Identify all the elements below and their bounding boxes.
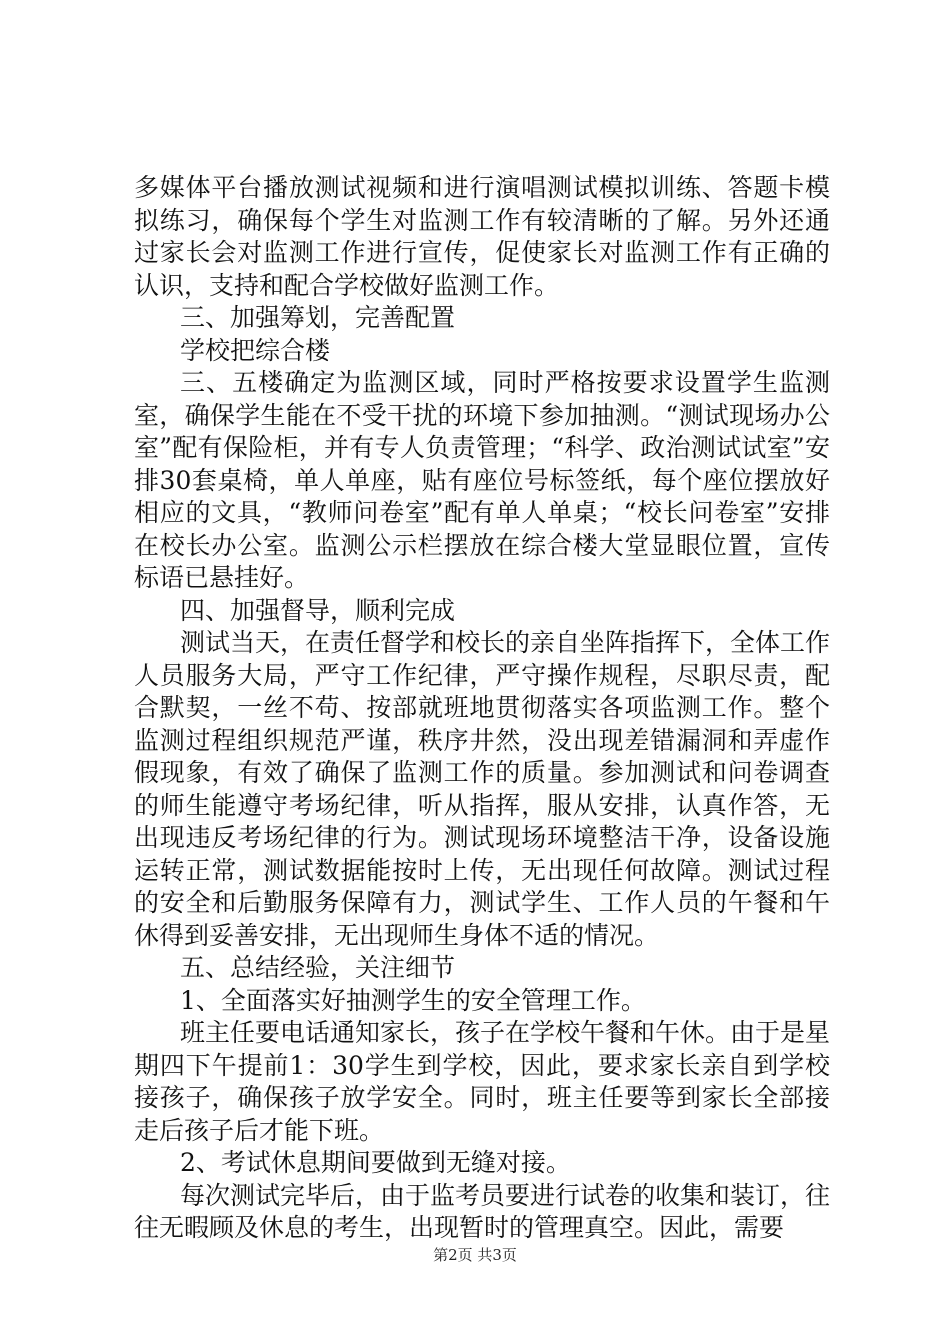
subheading-2: 2、考试休息期间要做到无缝对接。 — [180, 1148, 571, 1177]
section-heading-3: 三、加强筹划，完善配置 — [180, 303, 456, 332]
section-heading-5: 五、总结经验，关注细节 — [180, 953, 456, 982]
paragraph-continuation: 多媒体平台播放测试视频和进行演唱测试模拟训练、答题卡模拟练习，确保每个学生对监测工作有较清晰的了解。另外还通过家长会对监测工作进行宣传，促使家长对监测工作有正确的认识，支持和配合学校做好监测工作。 — [134, 173, 830, 300]
paragraph: 班主任要电话通知家长，孩子在学校午餐和午休。由于是星期四下午提前1：30学生到学校，因此，要求家长亲自到学校接孩子，确保孩子放学安全。同时，班主任要等到家长全部接走后孩子后才能下班。 — [134, 1018, 831, 1145]
paragraph: 学校把综合楼 — [180, 335, 331, 365]
paragraph: 每次测试完毕后，由于监考员要进行试卷的收集和装订，往往无暇顾及休息的考生，出现暂时的管理真空。因此，需要 — [134, 1180, 831, 1242]
document-body — [134, 172, 830, 1245]
subheading-1: 1、全面落实好抽测学生的安全管理工作。 — [180, 985, 646, 1015]
paragraph: 测试当天，在责任督学和校长的亲自坐阵指挥下，全体工作人员服务大局，严守工作纪律，严守操作规程，尽职尽责，配合默契，一丝不苟、按部就班地贯彻落实各项监测工作。整个监测过程组织规范严谨，秩序井然，没出现差错漏洞和弄虚作假现象，有效了确保了监测工作的质量。参加测试和问卷调查的师生能遵守考场纪律，听从指挥，服从安排，认真作答，无出现违反考场纪律的行为。测试现场环境整洁干净，设备设施运转正常，测试数据能按时上传，无出现任何故障。测试过程的安全和后勤服务保障有力，测试学生、工作人员的午餐和午休得到妥善安排，无出现师生身体不适的情况。 — [134, 628, 831, 950]
section-heading-4: 四、加强督导，顺利完成 — [180, 595, 456, 625]
page-number-footer: 第2页 共3页 — [433, 1246, 517, 1264]
paragraph: 三、五楼确定为监测区域，同时严格按要求设置学生监测室，确保学生能在不受干扰的环境下参加抽测。“测试现场办公室”配有保险柜，并有专人负责管理；“科学、政治测试试室”安排30套桌椅，单人单座，贴有座位号标签纸，每个座位摆放好相应的文具，“教师问卷室”配有单人单桌；“校长问卷室”安排在校长办公室。监测公示栏摆放在综合楼大堂显眼位置，宣传标语已悬挂好。 — [134, 368, 830, 592]
